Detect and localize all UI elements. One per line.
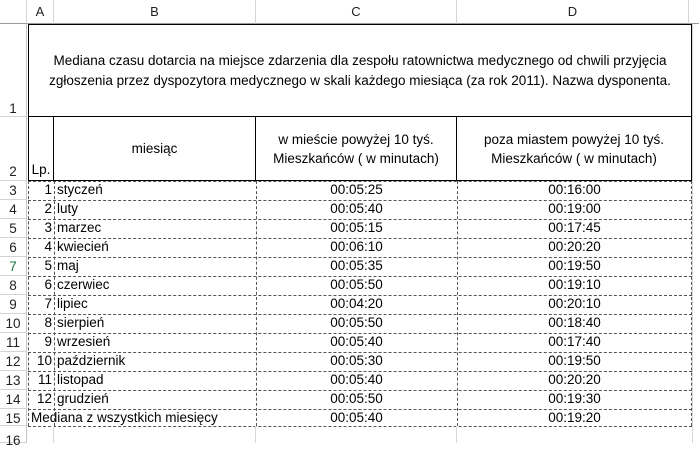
title-cell[interactable] [28, 24, 692, 117]
header-city: w mieście powyżej 10 tyś. Mieszkańców ( w minutach) [273, 131, 439, 166]
grid-line-h [28, 371, 692, 372]
month-cell[interactable]: kwiecień [57, 239, 109, 254]
column-header-b[interactable]: B [54, 0, 256, 24]
grid-line-h [28, 333, 692, 334]
row-header-6[interactable]: 6 [0, 238, 27, 257]
lp-cell[interactable]: 3 [44, 220, 52, 235]
outside-time-cell[interactable]: 00:18:40 [548, 315, 601, 330]
column-header-bar [0, 0, 699, 24]
lp-cell[interactable]: 12 [36, 391, 52, 406]
title-text: Mediana czasu dotarcia na miejsce zdarzenia dla zespołu ratownictwa medycznego od chwili przyjęcia zgłoszenia przez dyspozytora medycznego w skali każdego miesiąca (za rok 2011). Nazwa dysponenta. [49, 52, 671, 88]
grid-line-h [28, 181, 692, 182]
outside-time-cell[interactable]: 00:17:45 [548, 220, 601, 235]
column-header-a[interactable]: A [27, 0, 54, 24]
month-cell[interactable]: marzec [57, 220, 102, 235]
outside-time-cell[interactable]: 00:17:40 [548, 334, 601, 349]
summary-label[interactable]: Mediana z wszystkich miesięcy [31, 410, 218, 425]
grid-line-v [54, 181, 55, 426]
header-outside-cell[interactable] [457, 117, 692, 181]
select-all-corner[interactable] [0, 0, 27, 24]
grid-line-h [28, 257, 692, 258]
row-header-3[interactable]: 3 [0, 181, 27, 200]
outside-time-cell[interactable]: 00:19:50 [548, 353, 601, 368]
sheet-grid-v [456, 426, 457, 443]
grid-line-h [28, 390, 692, 391]
grid-line-h [28, 219, 692, 220]
summary-city[interactable]: 00:05:40 [330, 410, 383, 425]
lp-cell[interactable]: 1 [44, 182, 52, 197]
outside-time-cell[interactable]: 00:19:10 [548, 277, 601, 292]
grid-line-h [28, 352, 692, 353]
grid-line-v [28, 181, 29, 426]
city-time-cell[interactable]: 00:05:50 [330, 391, 383, 406]
grid-line-h [28, 426, 692, 427]
row-header-2[interactable]: 2 [0, 117, 27, 181]
outside-time-cell[interactable]: 00:19:50 [548, 258, 601, 273]
outside-time-cell[interactable]: 00:16:00 [548, 182, 601, 197]
city-time-cell[interactable]: 00:05:40 [330, 201, 383, 216]
lp-cell[interactable]: 10 [36, 353, 52, 368]
row-header-13[interactable]: 13 [0, 371, 27, 390]
city-time-cell[interactable]: 00:05:30 [330, 353, 383, 368]
sheet-grid-v [692, 24, 693, 443]
city-time-cell[interactable]: 00:05:25 [330, 182, 383, 197]
row-header-1[interactable]: 1 [0, 24, 27, 117]
row-header-15[interactable]: 15 [0, 409, 27, 426]
header-city-cell[interactable] [256, 117, 457, 181]
row-header-5[interactable]: 5 [0, 219, 27, 238]
outside-time-cell[interactable]: 00:19:00 [548, 201, 601, 216]
lp-cell[interactable]: 7 [44, 296, 52, 311]
grid-line-h [28, 276, 692, 277]
header-lp-cell[interactable] [28, 117, 54, 181]
grid-line-h [28, 238, 692, 239]
grid-line-v [256, 181, 257, 426]
row-header-4[interactable]: 4 [0, 200, 27, 219]
outside-time-cell[interactable]: 00:19:30 [548, 391, 601, 406]
lp-cell[interactable]: 11 [37, 372, 52, 387]
month-cell[interactable]: czerwiec [57, 277, 110, 292]
header-outside: poza miastem powyżej 10 tyś. Mieszkańców ( w minutach) [483, 131, 665, 166]
month-cell[interactable]: sierpień [57, 315, 105, 330]
grid-line-h [28, 295, 692, 296]
column-header-d[interactable]: D [457, 0, 689, 24]
header-month-cell[interactable] [54, 117, 256, 181]
lp-cell[interactable]: 5 [44, 258, 52, 273]
month-cell[interactable]: styczeń [57, 182, 103, 197]
row-header-9[interactable]: 9 [0, 295, 27, 314]
city-time-cell[interactable]: 00:05:15 [330, 220, 383, 235]
month-cell[interactable]: maj [57, 258, 79, 273]
lp-cell[interactable]: 2 [44, 201, 52, 216]
outside-time-cell[interactable]: 00:20:10 [548, 296, 601, 311]
grid-line-v [457, 181, 458, 426]
lp-cell[interactable]: 9 [44, 334, 52, 349]
month-cell[interactable]: październik [57, 353, 126, 368]
city-time-cell[interactable]: 00:05:50 [330, 277, 383, 292]
row-header-12[interactable]: 12 [0, 352, 27, 371]
lp-cell[interactable]: 4 [44, 239, 52, 254]
city-time-cell[interactable]: 00:05:40 [330, 372, 383, 387]
row-header-8[interactable]: 8 [0, 276, 27, 295]
month-cell[interactable]: lipiec [57, 296, 88, 311]
summary-outside[interactable]: 00:19:20 [548, 410, 601, 425]
lp-cell[interactable]: 6 [44, 277, 52, 292]
sheet-grid-v [255, 426, 256, 443]
row-header-10[interactable]: 10 [0, 314, 27, 333]
column-header-c[interactable]: C [256, 0, 457, 24]
header-lp: Lp. [31, 162, 51, 177]
grid-line-h [28, 409, 692, 410]
grid-line-h [28, 314, 692, 315]
row-header-7[interactable]: 7 [0, 257, 27, 276]
lp-cell[interactable]: 8 [44, 315, 52, 330]
month-cell[interactable]: luty [57, 201, 79, 216]
outside-time-cell[interactable]: 00:20:20 [548, 239, 601, 254]
city-time-cell[interactable]: 00:05:35 [330, 258, 383, 273]
outside-time-cell[interactable]: 00:20:20 [548, 372, 601, 387]
row-header-16[interactable]: 16 [0, 426, 27, 443]
sheet-grid-v [53, 426, 54, 443]
month-cell[interactable]: grudzień [57, 391, 109, 406]
city-time-cell[interactable]: 00:05:50 [330, 315, 383, 330]
grid-line-h [28, 200, 692, 201]
city-time-cell[interactable]: 00:05:40 [330, 334, 383, 349]
row-header-14[interactable]: 14 [0, 390, 27, 409]
month-cell[interactable]: wrzesień [57, 334, 111, 349]
month-cell[interactable]: listopad [57, 372, 104, 387]
city-time-cell[interactable]: 00:06:10 [330, 239, 383, 254]
column-header-e[interactable] [689, 0, 699, 24]
header-month: miesiąc [131, 141, 178, 156]
row-header-11[interactable]: 11 [0, 333, 27, 352]
city-time-cell[interactable]: 00:04:20 [330, 296, 383, 311]
